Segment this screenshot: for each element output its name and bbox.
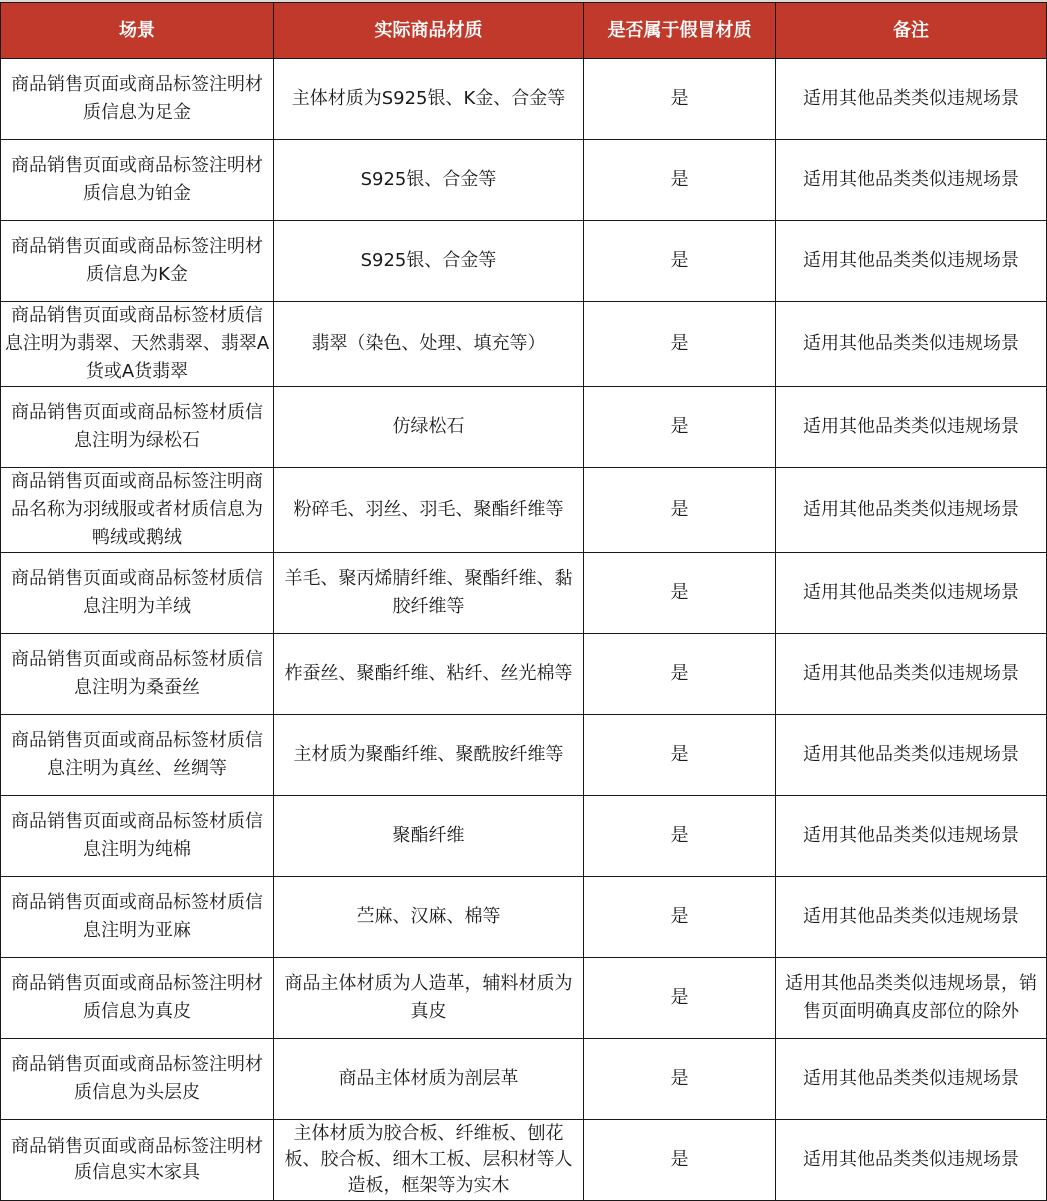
cell-is-fake: 是: [584, 877, 776, 958]
cell-actual-material: S925银、合金等: [274, 140, 584, 221]
cell-scene: 商品销售页面或商品标签注明材质信息为头层皮: [1, 1039, 274, 1120]
cell-actual-material: 商品主体材质为人造革，辅料材质为真皮: [274, 958, 584, 1039]
cell-note: 适用其他品类类似违规场景: [776, 468, 1047, 553]
column-header-scene: 场景: [1, 3, 274, 59]
table-row: [1, 796, 1047, 877]
table-row: [1, 140, 1047, 221]
cell-is-fake: 是: [584, 468, 776, 553]
table-row: [1, 715, 1047, 796]
cell-note: 适用其他品类类似违规场景: [776, 553, 1047, 634]
cell-scene: 商品销售页面或商品标签注明材质信息为足金: [1, 59, 274, 140]
cell-actual-material: 主体材质为S925银、K金、合金等: [274, 59, 584, 140]
column-header-actual-material: 实际商品材质: [274, 3, 584, 59]
cell-scene: 商品销售页面或商品标签注明材质信息为铂金: [1, 140, 274, 221]
table-row: [1, 877, 1047, 958]
cell-note: 适用其他品类类似违规场景: [776, 221, 1047, 302]
table-row: [1, 468, 1047, 553]
cell-note: 适用其他品类类似违规场景: [776, 877, 1047, 958]
cell-is-fake: 是: [584, 1120, 776, 1201]
cell-actual-material: 苎麻、汉麻、棉等: [274, 877, 584, 958]
cell-note: 适用其他品类类似违规场景，销售页面明确真皮部位的除外: [776, 958, 1047, 1039]
table-header-row: [1, 3, 1047, 59]
cell-note: 适用其他品类类似违规场景: [776, 715, 1047, 796]
cell-note: 适用其他品类类似违规场景: [776, 1039, 1047, 1120]
table-row: [1, 553, 1047, 634]
table-row: [1, 221, 1047, 302]
cell-is-fake: 是: [584, 302, 776, 387]
cell-note: 适用其他品类类似违规场景: [776, 59, 1047, 140]
cell-is-fake: 是: [584, 387, 776, 468]
cell-actual-material: 主材质为聚酯纤维、聚酰胺纤维等: [274, 715, 584, 796]
cell-scene: 商品销售页面或商品标签材质信息注明为桑蚕丝: [1, 634, 274, 715]
cell-scene: 商品销售页面或商品标签注明材质信息实木家具: [1, 1120, 274, 1201]
cell-scene: 商品销售页面或商品标签注明材质信息为K金: [1, 221, 274, 302]
cell-scene: 商品销售页面或商品标签材质信息注明为纯棉: [1, 796, 274, 877]
table-row: [1, 958, 1047, 1039]
cell-actual-material: 仿绿松石: [274, 387, 584, 468]
table-row: [1, 387, 1047, 468]
cell-actual-material: 主体材质为胶合板、纤维板、刨花板、胶合板、细木工板、层积材等人造板，框架等为实木: [274, 1120, 584, 1201]
cell-scene: 商品销售页面或商品标签材质信息注明为真丝、丝绸等: [1, 715, 274, 796]
cell-is-fake: 是: [584, 958, 776, 1039]
cell-actual-material: 羊毛、聚丙烯腈纤维、聚酯纤维、黏胶纤维等: [274, 553, 584, 634]
cell-is-fake: 是: [584, 553, 776, 634]
cell-is-fake: 是: [584, 140, 776, 221]
cell-is-fake: 是: [584, 634, 776, 715]
column-header-note: 备注: [776, 3, 1047, 59]
table-row: [1, 1039, 1047, 1120]
cell-actual-material: S925银、合金等: [274, 221, 584, 302]
table-row: [1, 634, 1047, 715]
cell-actual-material: 商品主体材质为剖层革: [274, 1039, 584, 1120]
cell-scene: 商品销售页面或商品标签注明材质信息为真皮: [1, 958, 274, 1039]
cell-note: 适用其他品类类似违规场景: [776, 796, 1047, 877]
column-header-is-fake: 是否属于假冒材质: [584, 3, 776, 59]
cell-is-fake: 是: [584, 1039, 776, 1120]
cell-is-fake: 是: [584, 221, 776, 302]
cell-note: 适用其他品类类似违规场景: [776, 140, 1047, 221]
table-row: [1, 302, 1047, 387]
table-row: [1, 59, 1047, 140]
cell-is-fake: 是: [584, 796, 776, 877]
cell-actual-material: 粉碎毛、羽丝、羽毛、聚酯纤维等: [274, 468, 584, 553]
cell-note: 适用其他品类类似违规场景: [776, 634, 1047, 715]
cell-scene: 商品销售页面或商品标签材质信息注明为翡翠、天然翡翠、翡翠A货或A货翡翠: [1, 302, 274, 387]
fake-material-table: [0, 2, 1047, 1201]
cell-note: 适用其他品类类似违规场景: [776, 302, 1047, 387]
cell-note: 适用其他品类类似违规场景: [776, 1120, 1047, 1201]
cell-note: 适用其他品类类似违规场景: [776, 387, 1047, 468]
cell-actual-material: 柞蚕丝、聚酯纤维、粘纤、丝光棉等: [274, 634, 584, 715]
cell-is-fake: 是: [584, 715, 776, 796]
cell-is-fake: 是: [584, 59, 776, 140]
cell-scene: 商品销售页面或商品标签材质信息注明为亚麻: [1, 877, 274, 958]
cell-actual-material: 翡翠（染色、处理、填充等）: [274, 302, 584, 387]
table-row: [1, 1120, 1047, 1201]
cell-actual-material: 聚酯纤维: [274, 796, 584, 877]
cell-scene: 商品销售页面或商品标签材质信息注明为绿松石: [1, 387, 274, 468]
cell-scene: 商品销售页面或商品标签注明商品名称为羽绒服或者材质信息为鸭绒或鹅绒: [1, 468, 274, 553]
cell-scene: 商品销售页面或商品标签材质信息注明为羊绒: [1, 553, 274, 634]
